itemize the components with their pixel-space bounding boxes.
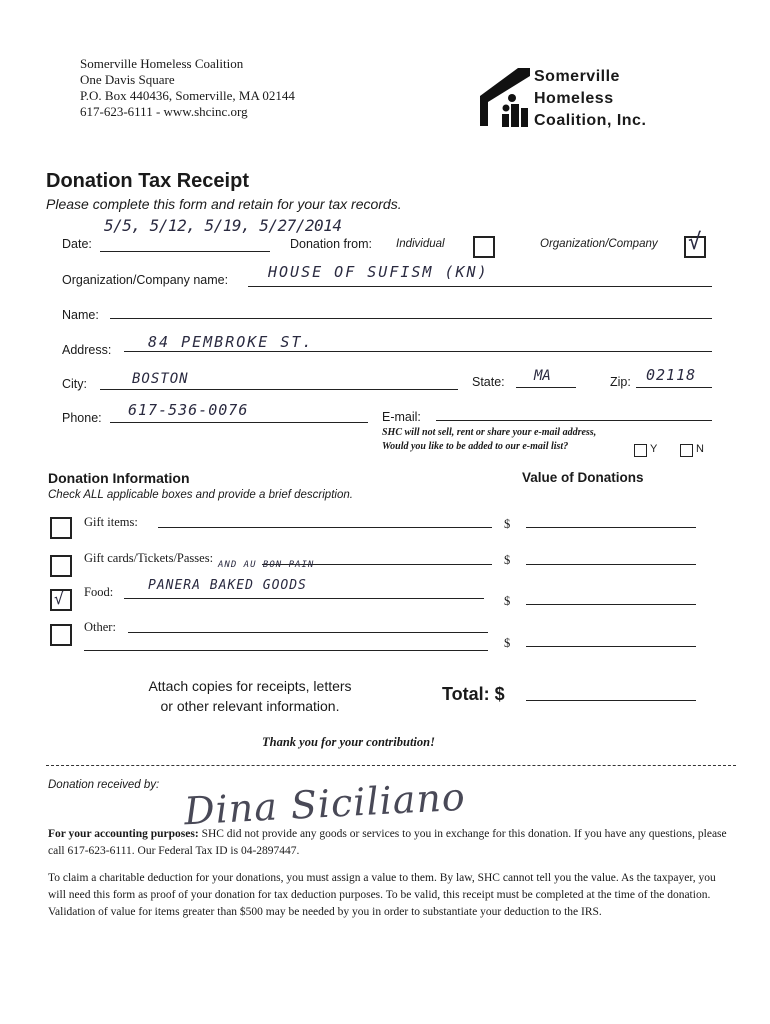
accounting-text: SHC did not provide any goods or services to you in exchange for this donation. If you have any questions, please call 617-623-6111. Our Federal Tax ID is 04-2897447. [48,828,727,857]
org-name-value[interactable]: HOUSE OF SUFISM (KN) [268,263,489,281]
logo-line-2: Homeless [534,90,614,107]
email-note-2: Would you like to be added to our e-mail list? [382,441,569,452]
phone-value[interactable]: 617-536-0076 [128,401,249,419]
state-value[interactable]: MA [534,368,551,384]
other-line-1 [128,632,488,633]
accounting-heading: For your accounting purposes: [48,828,199,840]
deduction-paragraph: To claim a charitable deduction for your donations, you must assign a value to them. By law, SHC cannot tell you the value. As the taxpayer, you will need this form as proof of your donation for tax deduction purposes. To be valid, this receipt must be completed at the time of the donation. Validation of value for items greater than $500 may be needed by you in order to substantiate your deduction to the IRS. [48,872,716,918]
city-label: City: [62,377,87,391]
gift-cards-checkbox[interactable] [50,555,72,577]
date-label: Date: [62,237,92,251]
individual-label: Individual [396,238,445,250]
value-heading: Value of Donations [522,470,644,485]
org-po-box: P.O. Box 440436, Somerville, MA 02144 [80,88,295,103]
food-checkbox[interactable] [50,589,72,611]
email-no-label: N [696,443,704,455]
total-value-line [526,700,696,701]
gift-items-line [158,527,492,528]
thank-you-text: Thank you for your contribution! [262,735,435,749]
org-name-label: Organization/Company name: [62,273,229,287]
org-name-line [248,286,712,287]
total-label: Total: $ [442,684,505,704]
city-line [100,389,458,390]
zip-value[interactable]: 02118 [646,366,697,384]
phone-label: Phone: [62,411,102,425]
zip-line [636,387,712,388]
page-title: Donation Tax Receipt [46,170,249,192]
state-line [516,387,576,388]
attach-note [120,676,380,716]
food-label: Food: [84,585,114,599]
received-by-label: Donation received by: [48,779,160,791]
date-line [100,251,270,252]
attach-note-line-1: Attach copies for receipts, letters [148,678,352,694]
address-value[interactable]: 84 PEMBROKE ST. [148,333,314,351]
address-label: Address: [62,343,112,357]
email-no-checkbox[interactable] [680,444,693,457]
gift-items-label: Gift items: [84,515,138,529]
email-note-1: SHC will not sell, rent or share your e-mail address, [382,427,597,438]
org-address-block [80,56,400,120]
donation-instruction: Check ALL applicable boxes and provide a brief description. [48,489,353,501]
gift-items-dollar: $ [504,517,511,531]
food-dollar: $ [504,594,511,608]
gift-cards-dollar: $ [504,553,511,567]
accounting-paragraph [48,826,734,860]
checkmark-icon: √ [688,230,702,255]
logo-line-1: Somerville [534,68,620,85]
organization-checkbox[interactable] [684,230,706,258]
donation-from-label: Donation from: [290,237,372,251]
gift-items-value-line [526,527,696,528]
other-line-2 [84,650,488,651]
state-label: State: [472,375,505,389]
city-value[interactable]: BOSTON [132,371,189,387]
gift-cards-label: Gift cards/Tickets/Passes: [84,551,214,565]
organization-label: Organization/Company [540,238,658,250]
gift-cards-value-line [526,564,696,565]
food-insert-note: AND AU BON PAIN [218,560,315,570]
shc-logo [478,64,678,130]
other-dollar: $ [504,636,511,650]
logo-line-3: Coalition, Inc. [534,112,647,129]
signature: Dina Siciliano [183,774,467,834]
page-subtitle: Please complete this form and retain for your tax records. [46,196,402,212]
logo-house-icon [478,64,534,130]
org-name: Somerville Homeless Coalition [80,56,244,71]
attach-note-line-2: or other relevant information. [160,698,340,714]
other-value-line [526,646,696,647]
org-phone-web: 617-623-6111 - www.shcinc.org [80,104,248,119]
other-checkbox[interactable] [50,624,72,646]
gift-items-checkbox[interactable] [50,517,72,539]
email-label: E-mail: [382,410,421,424]
food-value-line [526,604,696,605]
phone-line [110,422,368,423]
name-line [110,318,712,319]
cut-line-divider [46,765,736,766]
address-line [124,351,712,352]
name-label: Name: [62,308,99,322]
food-line [124,598,484,599]
email-yes-label: Y [650,443,658,455]
food-checkmark-icon: √ [54,589,64,608]
individual-checkbox[interactable] [473,236,495,258]
email-yes-checkbox[interactable] [634,444,647,457]
org-street: One Davis Square [80,72,175,87]
food-description[interactable]: PANERA BAKED GOODS [148,578,307,593]
email-line [436,420,712,421]
donation-info-heading: Donation Information [48,470,190,486]
other-label: Other: [84,620,116,634]
zip-label: Zip: [610,375,631,389]
date-value[interactable]: 5/5, 5/12, 5/19, 5/27/2014 [104,216,342,235]
